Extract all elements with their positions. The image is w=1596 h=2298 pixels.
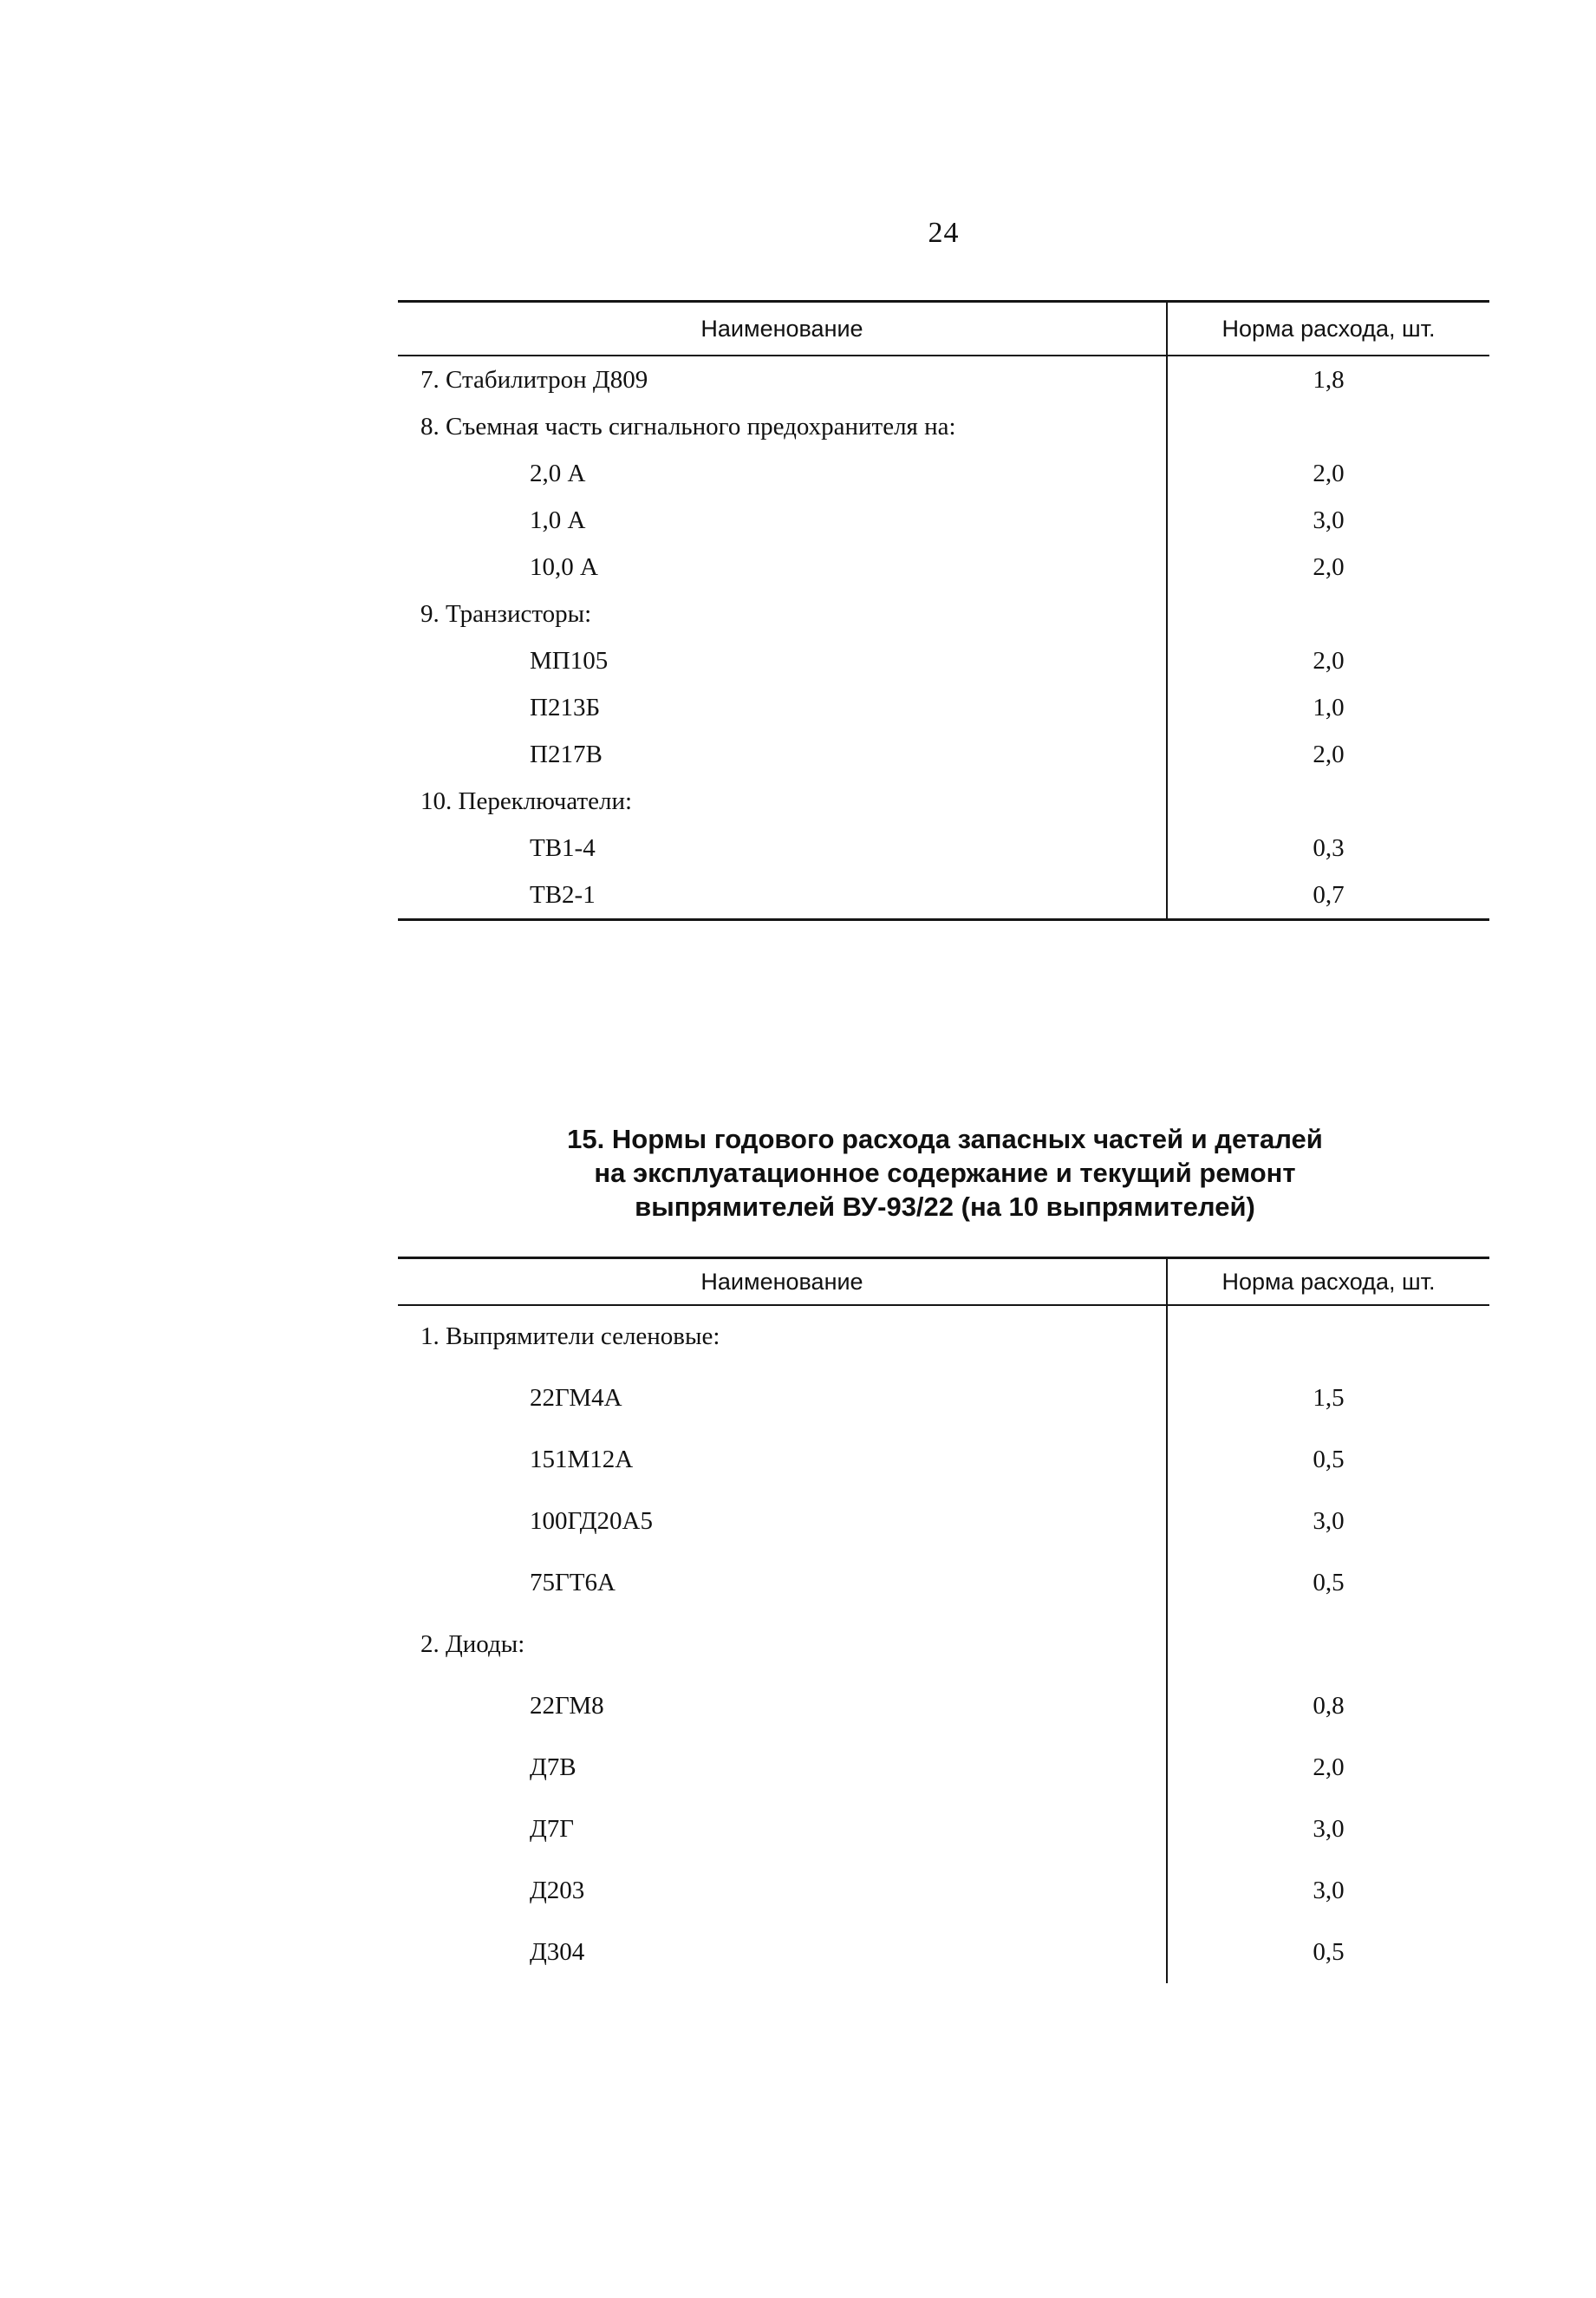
item-name-cell: 1. Выпрямители селеновые:: [420, 1322, 720, 1350]
table-row: [398, 637, 1489, 684]
table-row: [398, 356, 1489, 403]
norm-value-cell: 3,0: [1166, 1799, 1489, 1860]
norm-value-cell: [1166, 1614, 1489, 1675]
item-name-cell: 1,0 А: [530, 506, 586, 534]
column-header-norm: Норма расхода, шт.: [1166, 1259, 1489, 1304]
section-15-title: [329, 1122, 1560, 1224]
item-name-cell: 75ГТ6А: [530, 1569, 616, 1596]
norm-value-cell: 1,8: [1166, 356, 1489, 403]
item-name-cell: ТВ1-4: [530, 833, 596, 862]
table-row: [398, 778, 1489, 825]
norm-value-cell: [1166, 778, 1489, 825]
norm-value-cell: 2,0: [1166, 450, 1489, 497]
table-row: [398, 497, 1489, 544]
table-row: [398, 1306, 1489, 1368]
table-row: [398, 1429, 1489, 1491]
norm-value-cell: [1166, 1306, 1489, 1368]
norm-value-cell: 2,0: [1166, 731, 1489, 778]
item-name-cell: ТВ2-1: [530, 880, 596, 909]
table-row: [398, 872, 1489, 918]
item-name-cell: 22ГМ4А: [530, 1384, 622, 1412]
norm-value-cell: 2,0: [1166, 544, 1489, 591]
table-body: [398, 356, 1489, 918]
table-row: [398, 1922, 1489, 1983]
column-header-name: Наименование: [700, 315, 863, 342]
norm-value-cell: 0,5: [1166, 1922, 1489, 1983]
table-header-row: [398, 303, 1489, 356]
norm-value-cell: 2,0: [1166, 1737, 1489, 1799]
table-row: [398, 1675, 1489, 1737]
table-row: [398, 1491, 1489, 1552]
table-row: [398, 1368, 1489, 1429]
norm-value-cell: [1166, 591, 1489, 637]
table-row: [398, 450, 1489, 497]
column-header-name: Наименование: [700, 1268, 863, 1295]
item-name-cell: Д7Г: [530, 1815, 575, 1843]
section-title-line-3: выпрямителей ВУ-93/22 (на 10 выпрямителей): [635, 1191, 1255, 1222]
item-name-cell: 2,0 А: [530, 459, 586, 487]
item-name-cell: 7. Стабилитрон Д809: [420, 365, 648, 394]
norm-value-cell: 0,7: [1166, 872, 1489, 918]
page-number: 24: [928, 217, 960, 249]
norm-value-cell: 0,5: [1166, 1429, 1489, 1491]
item-name-cell: 22ГМ8: [530, 1692, 604, 1720]
table-row: [398, 1737, 1489, 1799]
item-name-cell: 10. Переключатели:: [420, 787, 633, 815]
table-row: [398, 1860, 1489, 1922]
table-body: [398, 1306, 1489, 1983]
item-name-cell: 2. Диоды:: [420, 1630, 525, 1658]
table-row: [398, 684, 1489, 731]
table-header-row: [398, 1259, 1489, 1306]
table-row: [398, 825, 1489, 872]
item-name-cell: 9. Транзисторы:: [420, 599, 592, 628]
table-row: [398, 1614, 1489, 1675]
table-row: [398, 544, 1489, 591]
norm-value-cell: 0,8: [1166, 1675, 1489, 1737]
norm-value-cell: 1,0: [1166, 684, 1489, 731]
item-name-cell: 8. Съемная часть сигнального предохранителя на:: [420, 412, 956, 441]
table-row: [398, 1799, 1489, 1860]
column-header-norm: Норма расхода, шт.: [1166, 303, 1489, 355]
item-name-cell: 100ГД20А5: [530, 1507, 653, 1535]
norm-value-cell: 1,5: [1166, 1368, 1489, 1429]
item-name-cell: Д203: [530, 1877, 585, 1904]
norm-value-cell: 0,3: [1166, 825, 1489, 872]
item-name-cell: 151М12А: [530, 1446, 634, 1473]
spare-parts-table-continuation: [398, 300, 1489, 921]
item-name-cell: МП105: [530, 646, 609, 675]
norm-value-cell: 0,5: [1166, 1552, 1489, 1614]
norm-value-cell: 2,0: [1166, 637, 1489, 684]
rectifiers-vu-93-22-table: [398, 1257, 1489, 1983]
item-name-cell: Д304: [530, 1938, 585, 1966]
item-name-cell: П213Б: [530, 693, 601, 721]
table-row: [398, 731, 1489, 778]
item-name-cell: Д7В: [530, 1753, 577, 1781]
table-row: [398, 591, 1489, 637]
norm-value-cell: 3,0: [1166, 1491, 1489, 1552]
norm-value-cell: [1166, 403, 1489, 450]
section-title-line-2: на эксплуатационное содержание и текущий ремонт: [594, 1158, 1296, 1188]
item-name-cell: 10,0 А: [530, 552, 598, 581]
section-title-line-1: 15. Нормы годового расхода запасных частей и деталей: [567, 1124, 1323, 1154]
item-name-cell: П217В: [530, 740, 603, 768]
norm-value-cell: 3,0: [1166, 1860, 1489, 1922]
table-row: [398, 1552, 1489, 1614]
norm-value-cell: 3,0: [1166, 497, 1489, 544]
table-row: [398, 403, 1489, 450]
